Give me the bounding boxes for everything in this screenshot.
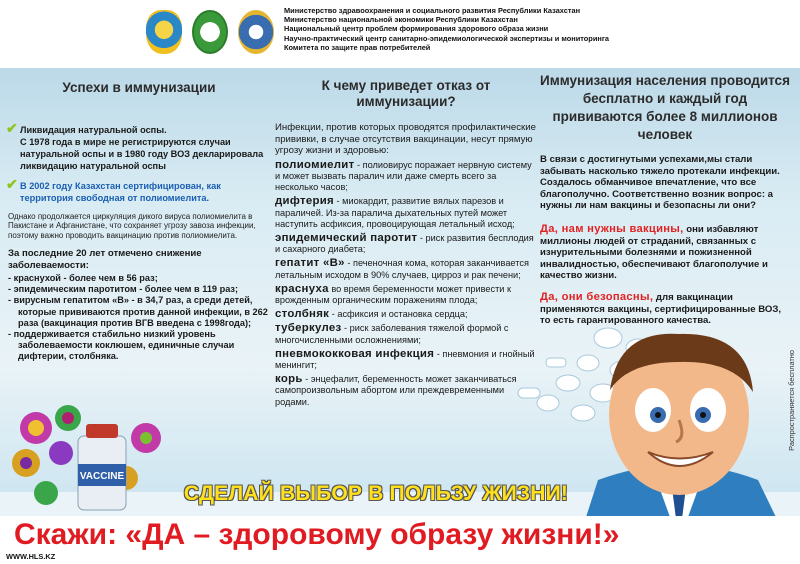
disease-name: краснуха xyxy=(275,282,329,295)
disease-item xyxy=(275,374,537,408)
vaccine-vial xyxy=(78,424,126,510)
yes-needed-text: они избавляют миллионы людей от страданий, связанных с изнурительными болезнями и пожизненной инвалидностью, обеспечивают благополучие и качество жизни. xyxy=(540,223,768,282)
yes-needed-paragraph xyxy=(540,224,790,282)
yes-safe-text: для вакцинации применяются вакцины, сертифицированные ВОЗ, то есть гарантированного качества. xyxy=(540,291,782,327)
column-title: Иммунизация населения проводится бесплатно и каждый год прививаются более 8 миллионов человек xyxy=(540,73,790,142)
pill xyxy=(537,395,559,411)
health-ministry-logo xyxy=(192,10,228,54)
stat-line: - краснухой - более чем в 56 раз; xyxy=(8,273,158,284)
sanitary-center-logo xyxy=(238,10,274,54)
disease-text: - риск заболевания тяжелой формой с многочисленными осложнениями; xyxy=(275,323,509,345)
ministry-line: Комитета по защите прав потребителей xyxy=(284,42,431,52)
disease-name: полиомиелит xyxy=(275,158,355,171)
disease-text: - пневмония и гнойный менингит; xyxy=(275,348,535,371)
ministry-line: Министерство здравоохранения и социального развития Республики Казахстан xyxy=(284,6,581,15)
column-immunization-success xyxy=(8,70,270,363)
vial-label: VACCINE xyxy=(79,471,125,482)
disease-item xyxy=(275,196,537,230)
stat-line: - вирусным гепатитом «В» - в 34,7 раз, а среди детей, которые прививаются против данной инфекции, в 262 раза (вакцинация против ВГВ введена с 1998года); xyxy=(8,295,268,328)
logos xyxy=(146,10,274,54)
ministry-line: Национальный центр проблем формирования здорового образа жизни xyxy=(284,24,549,34)
kazakhstan-emblem-logo xyxy=(146,10,182,54)
disease-item xyxy=(275,258,537,280)
stat-line: - эпидемическим паротитом - более чем в 119 раз; xyxy=(8,284,239,295)
column-title: К чему приведет отказ от иммунизации? xyxy=(321,78,491,109)
disease-text: - риск развития бесплодия и сахарного диабета; xyxy=(275,233,534,255)
slogan-choose-life: СДЕЛАЙ ВЫБОР В ПОЛЬЗУ ЖИЗНИ! xyxy=(183,482,569,505)
ministry-line: Научно-практический центр санитарно-эпидемиологической экспертизы и мониторинга xyxy=(284,33,610,43)
check-icon: ✔ xyxy=(6,176,18,192)
yes-safe-heading: Да, они безопасны, xyxy=(540,290,654,303)
slogan-healthy-lifestyle: Скажи: «ДА – здоровому образу жизни!» xyxy=(14,518,620,551)
disease-name: туберкулез xyxy=(275,322,342,335)
disease-text: - энцефалит, беременность может заканчиваться самопроизвольным абортом или преждевременными родами. xyxy=(275,374,517,407)
disease-item xyxy=(275,323,537,345)
polio-item xyxy=(6,176,270,204)
website-link[interactable]: WWW.HLS.KZ xyxy=(6,552,56,561)
smallpox-item xyxy=(6,120,270,172)
disease-text: - печеночная кома, которая заканчивается летальным исходом в 90% случаев, цирроз и рак печени; xyxy=(275,258,529,280)
column-refusal-consequences xyxy=(275,70,537,411)
column-free-immunization xyxy=(540,70,790,337)
polio-text: В 2002 году Казахстан сертифицирован, как территория свободная от полиомиелита. xyxy=(20,181,221,203)
disease-name: столбняк xyxy=(275,308,330,321)
disease-name: дифтерия xyxy=(275,195,334,208)
polio-note: Однако продолжается циркуляция дикого вируса полиомиелита в Пакистане и Афганистане, что сохраняет угрозу завоза инфекции, поэтому важно проводить вакцинацию против полиомиелита. xyxy=(8,212,256,240)
disease-text: - миокардит, развитие вялых парезов и параличей. Из-за паралича дыхательных путей может наступить асфиксия, провоцирующая летальный исход; xyxy=(275,196,515,229)
disease-item xyxy=(275,160,537,194)
ministries-list xyxy=(284,6,609,52)
disease-text: - полиовирус поражает нервную систему и может вызвать паралич или даже смерть всего за несколько часов; xyxy=(275,159,532,193)
disease-item xyxy=(275,309,537,320)
smallpox-title: Ликвидация натуральной оспы. xyxy=(20,125,167,135)
smallpox-text: С 1978 года в мире не регистрируются случаи натуральной оспы и в 1980 году ВОЗ декларировала ликвидацию натуральной оспы xyxy=(20,137,264,171)
column-title: Успехи в иммунизации xyxy=(62,80,216,95)
disease-item xyxy=(275,349,537,371)
free-distribution-note: Распространяется бесплатно xyxy=(787,350,796,451)
lead-paragraph: В связи с достигнутыми успехами,мы стали забывать насколько тяжело протекали инфекции. Создалось обманчивое впечатление, что все благополучно. Соответственно возник вопрос: а нужны ли нам вакцины и безопасны ли они? xyxy=(540,154,780,212)
disease-name: пневмококковая инфекция xyxy=(275,347,435,360)
disease-text: во время беременности может привести к врожденным органическим поражениям плода; xyxy=(275,283,512,306)
refusal-intro: Инфекции, против которых проводятся профилактические прививки, в случае отсутствия вакцинации, несут прямую угрозу жизни и здоровью: xyxy=(275,122,536,157)
disease-name: эпидемический паротит xyxy=(275,232,418,244)
check-icon: ✔ xyxy=(6,120,18,136)
yes-needed-heading: Да, нам нужны вакцины, xyxy=(540,222,684,235)
stats-intro: За последние 20 лет отмечено снижение заболеваемости: xyxy=(8,248,202,271)
disease-text: - асфиксия и остановка сердца; xyxy=(329,309,468,320)
disease-name: гепатит «В» xyxy=(275,257,345,270)
disease-item xyxy=(275,233,537,255)
disease-name: корь xyxy=(275,373,303,386)
ministry-line: Министерство национальной экономики Республики Казахстан xyxy=(284,15,518,25)
header xyxy=(0,0,800,68)
doctor-character-illustration xyxy=(558,320,800,542)
disease-item xyxy=(275,284,537,306)
stat-line: - поддерживается стабильно низкий уровень заболеваемости коклюшем, единичные случаи дифтерии, столбняка. xyxy=(8,329,235,362)
